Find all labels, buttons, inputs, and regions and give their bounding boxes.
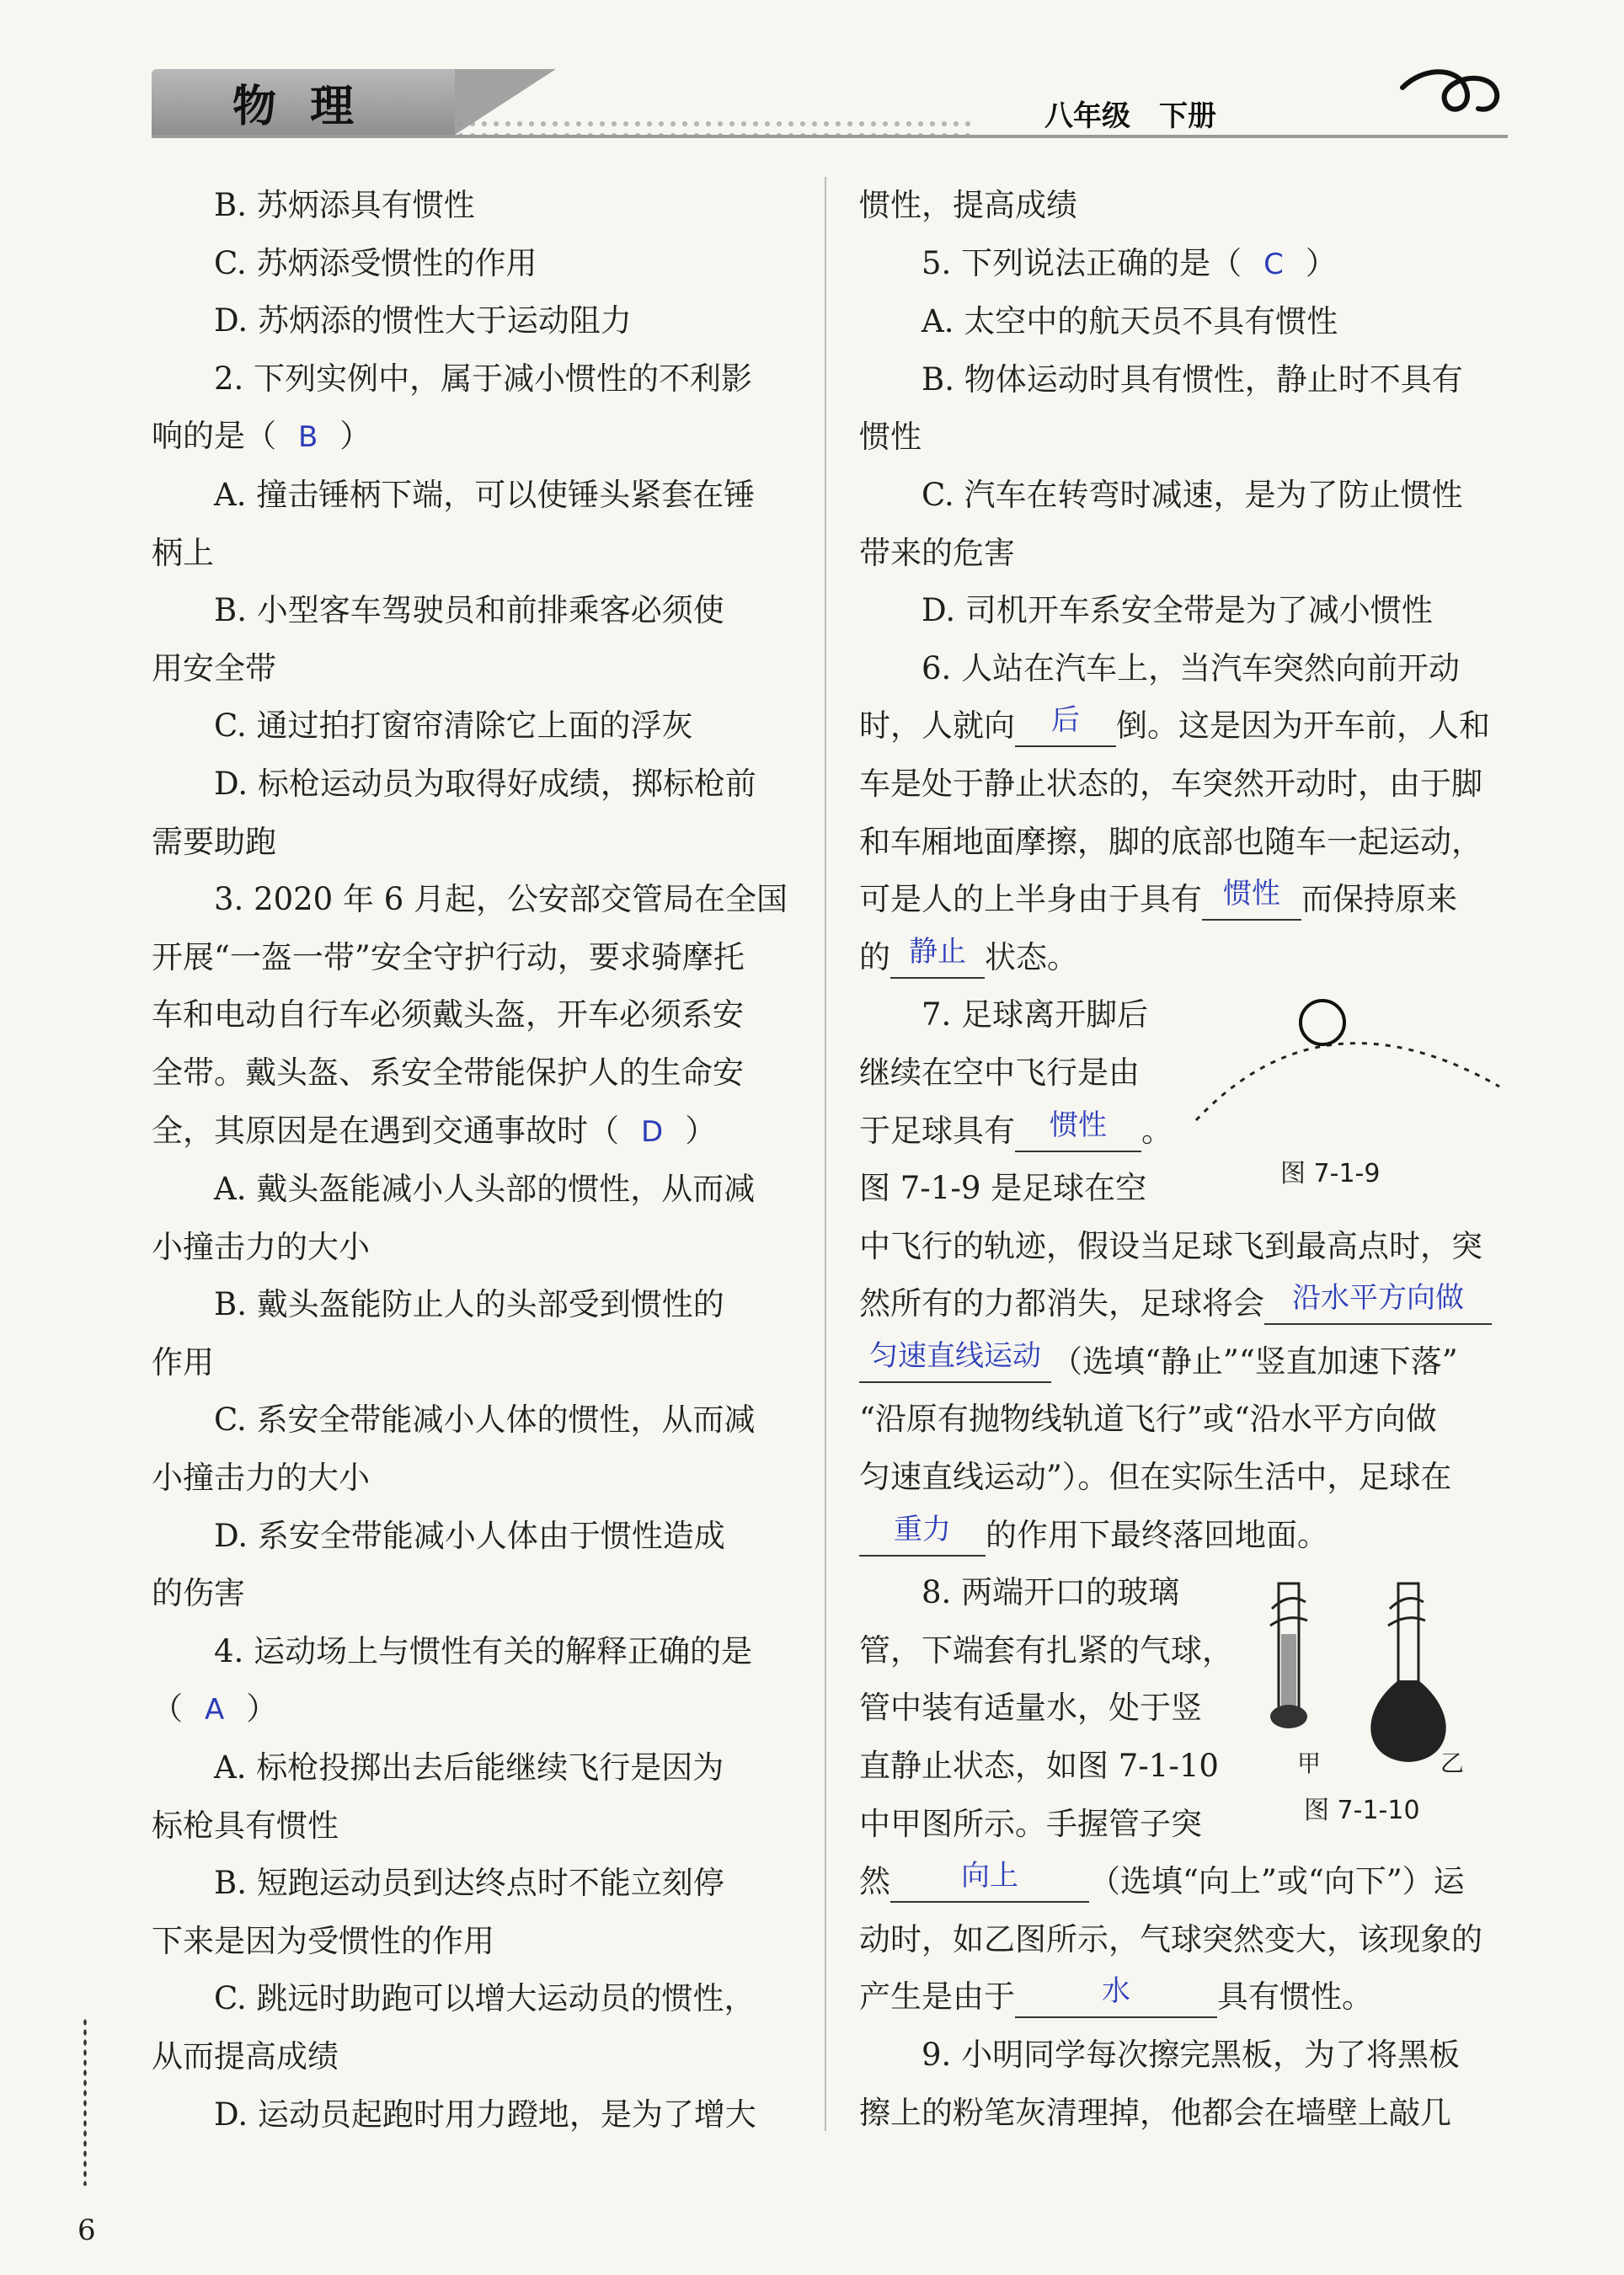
q5-option-c-cont: 带来的危害 (859, 534, 1015, 571)
q6-line-2 (859, 697, 1499, 756)
q6-text: 的 (859, 938, 890, 975)
q6-line-5 (859, 871, 1499, 929)
q8-line-5: 中甲图所示。手握管子突 (859, 1805, 1202, 1842)
q8-text: 产生是由于 (859, 1979, 1015, 2016)
q4-option-b: B. 短跑运动员到达终点时不能立刻停 (214, 1865, 724, 1902)
q8-blank-2 (1015, 1974, 1217, 2018)
figure-label-yi: 乙 (1440, 1749, 1465, 1777)
q6-text: 倒。这是因为开车前，人和 (1116, 708, 1490, 745)
q5-option-a: A. 太空中的航天员不具有惯性 (922, 303, 1338, 340)
q7-answer-3: 重力 (894, 1512, 951, 1546)
header-grade: 八年级 下册 (1044, 99, 1216, 133)
q6-text: 状态。 (985, 938, 1078, 975)
q6-answer-2: 惯性 (1223, 877, 1280, 911)
q3-stem-3: 车和电动自行车必须戴头盔，开车必须系安 (152, 996, 744, 1033)
q2-option-c: C. 通过拍打窗帘清除它上面的浮灰 (214, 708, 693, 745)
left-column (152, 177, 792, 2144)
q3-option-b-cont: 作用 (152, 1343, 214, 1380)
q5-option-d: D. 司机开车系安全带是为了减小惯性 (922, 592, 1433, 629)
q2-option-b: B. 小型客车驾驶员和前排乘客必须使 (214, 592, 724, 629)
q7-text: 的作用下最终落回地面。 (986, 1516, 1328, 1553)
q6-blank-2 (1202, 877, 1301, 921)
q7-text: （选填“静止”“竖直加速下落” (1051, 1343, 1458, 1380)
q4-option-b-cont: 下来是因为受惯性的作用 (152, 1922, 494, 1959)
q8-line-3: 管中装有适量水，处于竖 (859, 1690, 1202, 1727)
q3-answer: D (641, 1114, 664, 1149)
page-number: 6 (77, 2214, 96, 2247)
q3-option-d: D. 系安全带能减小人体由于惯性造成 (214, 1517, 725, 1554)
q7-blank-2-cont (859, 1338, 1051, 1383)
football-icon (1301, 1001, 1344, 1044)
q8-blank-1 (890, 1859, 1089, 1903)
q6-answer-1: 后 (1051, 703, 1080, 738)
q6-line-4: 和车厢地面摩擦，脚的底部也随车一起运动， (859, 823, 1482, 860)
q3-stem-5: 全，其原因是在遇到交通事故时（ D ） (152, 1112, 717, 1149)
q6-answer-3: 静止 (909, 934, 966, 969)
page-header (152, 59, 1508, 143)
q5-answer: C (1263, 247, 1284, 281)
q5-option-c: C. 汽车在转弯时减速，是为了防止惯性 (922, 476, 1463, 513)
q8-text: 然 (859, 1863, 890, 1900)
q3-stem-2: 开展“一盔一带”安全守护行动，要求骑摩托 (152, 938, 745, 975)
q4-stem-cont: （ A ） (152, 1690, 278, 1728)
q4-option-d: D. 运动员起跑时用力蹬地，是为了增大 (214, 2096, 756, 2133)
figure-7-1-10-caption: 图 7-1-10 (1304, 1796, 1420, 1825)
q3-option-b: B. 戴头盔能防止人的头部受到惯性的 (214, 1286, 724, 1323)
figure-7-1-9-caption: 图 7-1-9 (1280, 1159, 1381, 1188)
q7-answer-1: 惯性 (1050, 1108, 1107, 1142)
q6-text: 时，人就向 (859, 708, 1015, 745)
q2-stem-cont: 响的是（ B ） (152, 418, 371, 455)
q7-line-4: 图 7-1-9 是足球在空 (859, 1170, 1147, 1207)
q6-line-3: 车是处于静止状态的，车突然开动时，由于脚 (859, 765, 1482, 802)
q7-blank-3 (859, 1512, 986, 1557)
column-divider (825, 177, 826, 2131)
q2-stem: 2. 下列实例中，属于减小惯性的不利影 (214, 360, 753, 397)
swirl-logo-icon (1398, 62, 1508, 121)
q6-text: 可是人的上半身由于具有 (859, 881, 1202, 918)
q3-option-c: C. 系安全带能减小人体的惯性，从而减 (214, 1402, 756, 1439)
header-rule (152, 135, 1508, 138)
q7-text: 然所有的力都消失，足球将会 (859, 1285, 1264, 1322)
q4-stem: 4. 运动场上与惯性有关的解释正确的是 (214, 1632, 753, 1669)
q7-line-1: 7. 足球离开脚后 (922, 996, 1149, 1033)
q2-answer: B (298, 420, 318, 455)
q7-answer-2a: 沿水平方向做 (1292, 1281, 1464, 1316)
q6-blank-1 (1015, 703, 1116, 747)
q3-stem-text: 全，其原因是在遇到交通事故时（ (152, 1112, 619, 1149)
header-dot-strip (455, 118, 977, 135)
q8-answer-2: 水 (1102, 1974, 1130, 2009)
q7-answer-2b: 匀速直线运动 (869, 1338, 1041, 1373)
q3-stem-4: 全带。戴头盔、系安全带能保护人的生命安 (152, 1054, 744, 1091)
q5-option-b: B. 物体运动时具有惯性，静止时不具有 (922, 360, 1463, 398)
q4-option-c-cont: 从而提高成绩 (152, 2038, 339, 2075)
q7-text: 。 (1141, 1112, 1173, 1149)
q2-stem-text: 响的是（ (152, 418, 276, 455)
q4-option-a-cont: 标枪具有惯性 (152, 1807, 339, 1844)
q8-line-2: 管，下端套有扎紧的气球， (859, 1631, 1233, 1669)
q9-line-2: 擦上的粉笔灰清理掉，他都会在墙壁上敲几 (859, 2094, 1451, 2131)
q8-answer-1: 向上 (961, 1859, 1018, 1893)
q8-line-7: 动时，如乙图所示，气球突然变大，该现象的 (859, 1920, 1482, 1957)
q5-stem-text: 5. 下列说法正确的是（ (922, 244, 1242, 281)
q9-line-1: 9. 小明同学每次擦完黑板，为了将黑板 (922, 2037, 1461, 2073)
q8-line-6 (859, 1853, 1499, 1911)
q7-line-2: 继续在空中飞行是由 (859, 1054, 1140, 1091)
q7-text: 于足球具有 (859, 1112, 1015, 1149)
q2-option-a: A. 撞击锤柄下端，可以使锤头紧套在锤 (214, 476, 756, 513)
q7-line-7 (859, 1333, 1499, 1391)
q3-option-c-cont: 小撞击力的大小 (152, 1460, 370, 1497)
q1-option-c: C. 苏炳添受惯性的作用 (214, 244, 537, 281)
q6-text: 而保持原来 (1301, 881, 1457, 918)
q5-option-b-cont: 惯性 (859, 419, 922, 456)
q7-line-6 (859, 1275, 1499, 1333)
q4-answer: A (205, 1693, 225, 1728)
q3-option-a-cont: 小撞击力的大小 (152, 1228, 370, 1265)
q6-line-1: 6. 人站在汽车上，当汽车突然向前开动 (922, 649, 1461, 686)
tube-jia-icon (1270, 1583, 1307, 1728)
q7-line-10 (859, 1507, 1499, 1565)
q7-line-9: 匀速直线运动”）。但在实际生活中，足球在 (859, 1459, 1452, 1496)
q2-option-b-cont: 用安全带 (152, 649, 276, 686)
q6-line-6 (859, 929, 1499, 987)
q1-option-b: B. 苏炳添具有惯性 (214, 187, 475, 223)
q8-line-8 (859, 1968, 1499, 2027)
q7-blank-1 (1015, 1108, 1141, 1152)
q2-option-d-cont: 需要助跑 (152, 823, 276, 860)
margin-dot-column (83, 2017, 88, 2186)
q8-text: 具有惯性。 (1217, 1979, 1373, 2016)
q4-option-d-cont: 惯性，提高成绩 (859, 187, 1077, 223)
q1-option-d: D. 苏炳添的惯性大于运动阻力 (214, 302, 632, 339)
q2-option-a-cont: 柄上 (152, 534, 214, 571)
q8-line-1: 8. 两端开口的玻璃 (922, 1574, 1180, 1611)
q6-blank-3 (890, 934, 985, 979)
q3-option-d-cont: 的伤害 (152, 1575, 245, 1612)
q3-stem: 3. 2020 年 6 月起，公安部交管局在全国 (214, 881, 788, 918)
q4-option-c: C. 跳远时助跑可以增大运动员的惯性， (214, 1980, 756, 2017)
header-subject: 物理 (232, 81, 388, 132)
q8-line-4: 直静止状态，如图 7-1-10 (859, 1748, 1219, 1785)
q8-text: （选填“向上”或“向下”）运 (1089, 1863, 1465, 1900)
tube-yi-icon (1370, 1583, 1445, 1762)
q7-line-5: 中飞行的轨迹，假设当足球飞到最高点时，突 (859, 1227, 1482, 1264)
q3-option-a: A. 戴头盔能减小人头部的惯性，从而减 (214, 1171, 756, 1208)
q4-option-a: A. 标枪投掷出去后能继续飞行是因为 (214, 1749, 724, 1786)
q7-blank-2 (1264, 1281, 1492, 1325)
q7-line-8: “沿原有抛物线轨道飞行”或“沿水平方向做 (859, 1401, 1437, 1438)
q5-stem: 5. 下列说法正确的是（ C ） (922, 244, 1337, 281)
figure-label-jia: 甲 (1297, 1749, 1322, 1777)
q4-stem-text: （ (152, 1690, 183, 1728)
q2-option-d: D. 标枪运动员为取得好成绩，掷标枪前 (214, 765, 756, 802)
